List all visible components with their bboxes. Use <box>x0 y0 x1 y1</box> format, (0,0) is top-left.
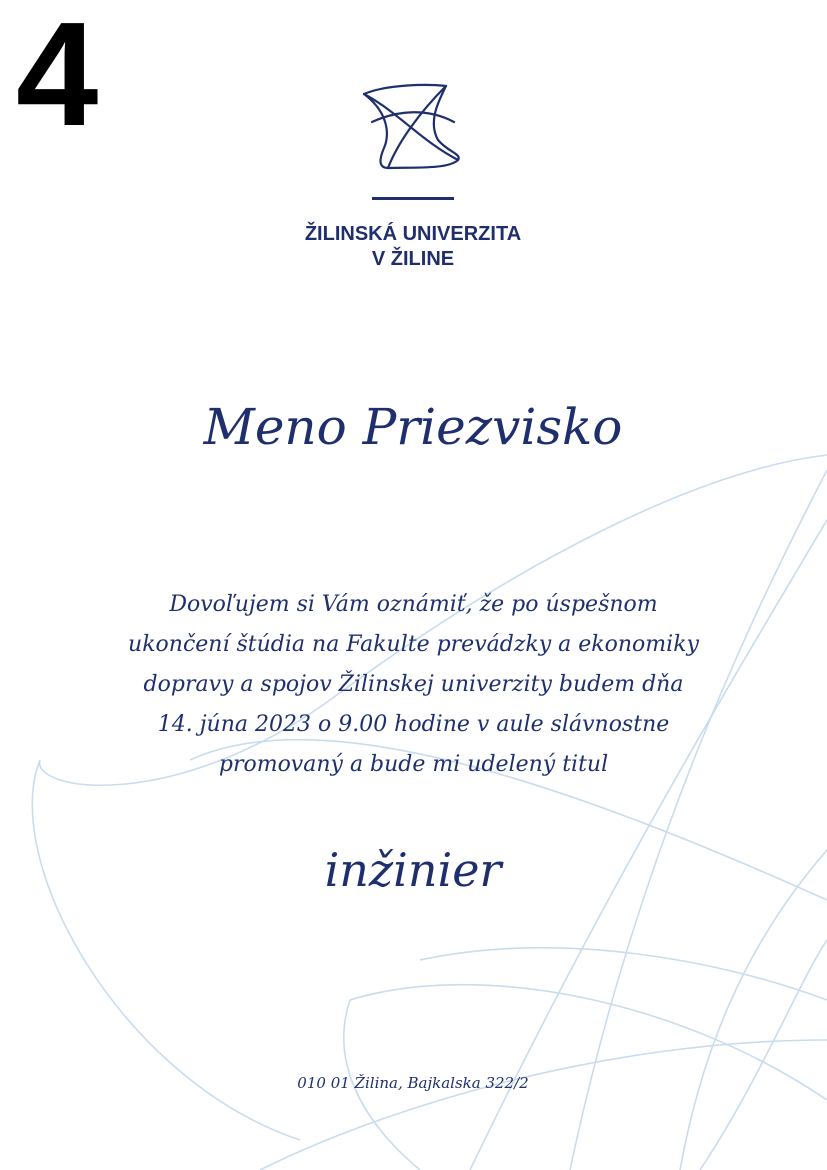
announcement-line: promovaný a bude mi udelený titul <box>218 752 609 777</box>
university-knot-logo-icon <box>358 82 468 177</box>
announcement-text <box>50 585 777 785</box>
announcement-line: ukončení štúdia na Fakulte prevádzky a ekonomiky <box>128 632 699 657</box>
university-name-line1: ŽILINSKÁ UNIVERZITA <box>304 223 522 245</box>
university-name <box>213 222 613 272</box>
logo-divider <box>372 197 454 200</box>
address: 010 01 Žilina, Bajkalska 322/2 <box>297 1074 529 1092</box>
announcement-line: 14. júna 2023 o 9.00 hodine v aule slávnostne <box>157 712 670 737</box>
page-number: 4 <box>16 0 99 157</box>
graduate-name: Meno Priezvisko <box>203 398 623 456</box>
degree-title: inžinier <box>324 843 502 897</box>
university-name-line2: V ŽILINE <box>371 248 455 270</box>
announcement-line: dopravy a spojov Žilinskej univerzity budem dňa <box>143 672 684 697</box>
announcement-line: Dovoľujem si Vám oznámiť, že po úspešnom <box>169 592 658 617</box>
